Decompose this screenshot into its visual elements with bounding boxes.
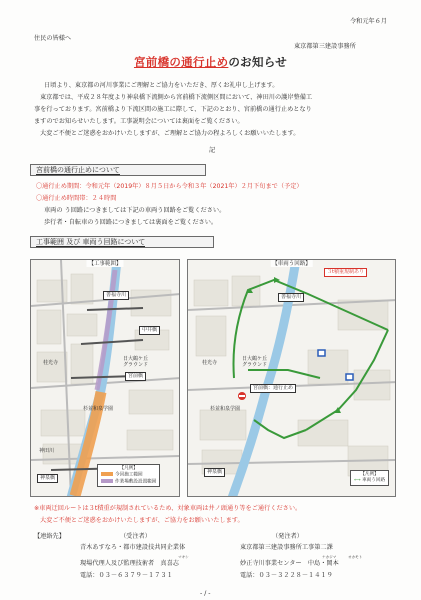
label-miyamae-bridge: 宮前橋 — [125, 372, 146, 381]
work-range-map-title: 【工事範囲】 — [88, 261, 122, 267]
label-kamata-right: 桂光寺 — [202, 360, 218, 366]
label-river-left: 神田川 — [39, 448, 55, 454]
label-ground-right: 日大鶴ケ丘 グラウンド — [242, 356, 268, 368]
label-shinsen-left: 神泉橋 — [37, 474, 58, 483]
legend-title-right: 【凡例】 — [360, 472, 379, 477]
section-heading-work-range: 工事範囲 及び 車両う回路について — [30, 236, 214, 248]
label-nakai-bridge: 中井橋 — [139, 326, 160, 335]
contact-label: 【連絡先】 — [34, 533, 65, 540]
legend-item-work-area: 作業場敷設設置範囲 — [101, 479, 156, 486]
contractor-name: 青木あすなろ・都市建設技共同企業体 — [80, 544, 186, 551]
contractor-person: 現場代理人及び監理技術者 真喜志 — [80, 560, 179, 567]
closure-note-pedestrian: 歩行者・自転車のう回路につきましては裏面をご覧ください。 — [44, 219, 218, 226]
legend-item-detour: ⟷ 車両う回路 — [354, 478, 386, 483]
legend-item-range: 今回施工範囲 — [101, 472, 156, 479]
label-zenpukuji-left: 善福寺川 — [103, 291, 129, 300]
label-school-right: 杉並和泉学園 — [210, 406, 241, 412]
ki-mark: 記 — [209, 147, 216, 154]
label-ground-left: 日大鶴ケ丘 グラウンド — [123, 356, 149, 368]
body-line-3: 事を行っております。宮前橋より下流区間の施工に際して、下記のとおり、宮前橋の通行止めとなり — [34, 106, 312, 113]
label-school-left: 杉並和泉学園 — [83, 406, 114, 412]
closure-note-vehicle: 車両の う回路につきましては下記の車両う回路をご覧ください。 — [44, 207, 226, 214]
contractor-ruby: マキシ — [178, 555, 189, 559]
title-rest: のお知らせ — [228, 55, 288, 69]
body-line-5: 大変ご不便とご迷惑をおかけいたしますが、ご理解とご協力の程よろしくお願いいたします。 — [40, 130, 300, 137]
contractor-heading: （受注者） — [120, 533, 151, 540]
legend-title-left: 【凡例】 — [119, 466, 138, 471]
page-title — [0, 54, 421, 70]
work-range-map — [30, 259, 180, 497]
closed-bridge-label: 宮前橋：通行止め — [250, 384, 296, 393]
section-heading-closure: 宮前橋の通行止めについて — [30, 164, 206, 176]
double-arrow-icon: ⟷ — [354, 478, 361, 483]
client-person: 妙正寺川事業センター 中島・岡本 — [240, 560, 339, 567]
client-ruby-1: ナカジマ — [322, 555, 337, 559]
page-number: - / - — [200, 590, 211, 597]
work-range-legend — [97, 464, 160, 487]
body-line-1: 日頃より、東京都の河川事業にご理解とご協力をいただき、厚くお礼申し上げます。 — [44, 82, 279, 89]
label-zenpukuji-right: 善福寺川 — [278, 293, 304, 302]
closure-period: 〇通行止め期間：令和元年（2019年）８月５日から令和３年（2021年）２月下旬まで（予定） — [36, 183, 303, 190]
client-phone: 電話：０３－３２２８－１４１９ — [240, 572, 333, 579]
label-shinsen-right: 神泉橋 — [204, 468, 225, 477]
client-name: 東京都第三建設事務所工事第二課 — [240, 544, 333, 551]
detour-notice: ※車両迂回ルートは３t積重が規制されているため、対象車両は井ノ頭通り等をご通行ください。 — [34, 505, 302, 512]
detour-route-map — [187, 259, 396, 497]
orange-swatch-icon — [101, 472, 113, 476]
closure-hours: 〇通行止め時間帯：２４時間 — [36, 195, 117, 202]
label-kamata-left: 桂光寺 — [43, 360, 59, 366]
purple-swatch-icon — [101, 479, 113, 483]
body-line-4: ますのでお知らせいたします。工事説明会については裏面をご覧ください。 — [34, 118, 244, 125]
issuer: 東京都第三建設事務所 — [294, 43, 356, 50]
contractor-phone: 電話：０３－６３７９－１７３１ — [80, 572, 173, 579]
title-highlight: 宮前橋の通行止め — [133, 55, 229, 69]
detour-legend — [350, 470, 389, 486]
issue-date: 令和元年６月 — [350, 18, 388, 25]
client-ruby-2: オカモト — [348, 555, 363, 559]
apology-notice: 大変ご不便とご迷惑をおかけいたしますが、ご協力をお願いいたします。 — [40, 517, 244, 524]
body-line-2: 東京都では、平成２８年度より神泉橋下流側から宮前橋下流側区間において、神田川の護岸整備工 — [40, 94, 313, 101]
detour-map-title: 【車両う回路】 — [272, 261, 311, 267]
client-heading: （発注者） — [272, 533, 303, 540]
weight-restriction-label: ３t積重規制あり — [324, 268, 367, 277]
addressee: 住民の皆様へ — [34, 35, 72, 42]
